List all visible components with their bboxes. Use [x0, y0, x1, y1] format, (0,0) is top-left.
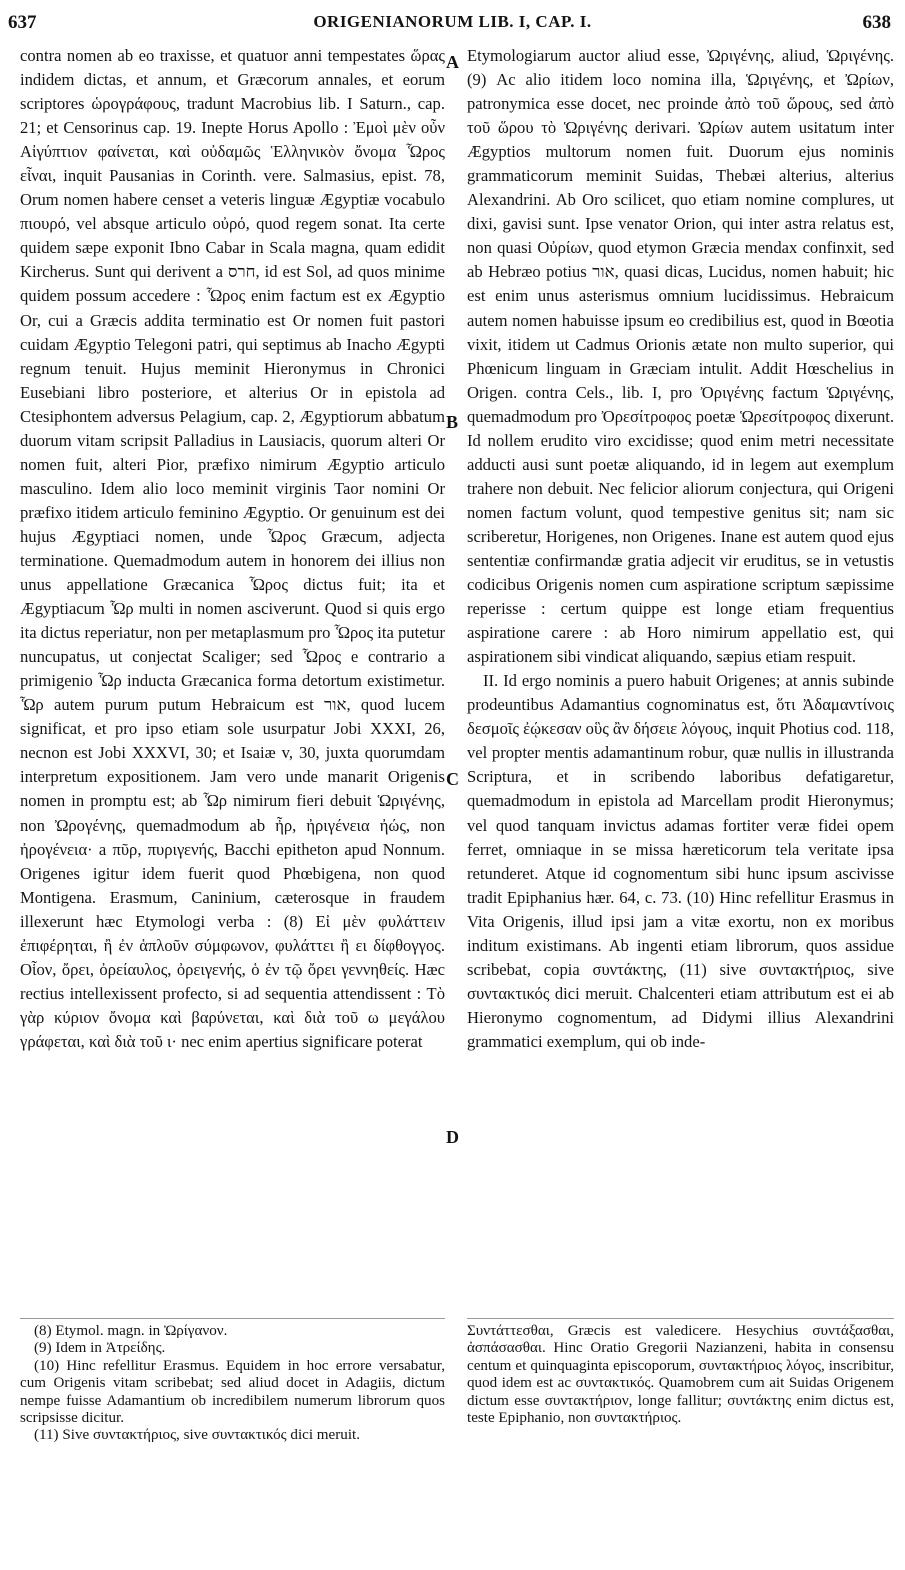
right-column-paragraph-2: II. Id ergo nominis a puero habuit Origenes; at annis subinde prodeuntibus Adamantius cognominatus est, ὅτι Ἀδαμαντίνοις δεσμοῖς ἐῴκεσαν οὓς ἂν δήσειε λόγους, inquit Photius cod. 118, vel propter mentis adamantinum robur, quæ nullis in illustranda Scriptura, et in scribendo laboribus defatigaretur, quemadmodum in epistola ad Marcellam prodit Hieronymus; vel quod tanquam invictus adamas fortiter veræ fidei opem ferret, omniaque in se missa hæreticorum tela veritate ipsa retunderet. Atque id cognomentum sibi hunc ipsum ascivisse tradit Epiphanius hær. 64, c. 73. (10) Hinc refellitur Erasmus in Vita Origenis, illud ipsi jam a vitæ exortu, non ex moribus inditum existimans. Ab ingenti etiam librorum, quos assidue scribebat, copia συντάκτης, (11) sive συντακτήριος, sive συντακτικός dici meruit. Chalcenteri etiam attributum est ei ab Hieronymo cognomentum, ad Didymi illius Alexandrini grammatici exemplum, qui ob inde- [467, 671, 894, 1051]
left-page-number: 637 [8, 12, 37, 33]
footnotes-left [20, 1323, 445, 1445]
right-page-number: 638 [862, 12, 891, 33]
margin-marker-b: B [446, 412, 459, 432]
margin-marker-d: D [446, 1127, 459, 1147]
page-header [0, 6, 905, 36]
left-column [20, 44, 445, 1054]
margin-marker-a: A [446, 52, 459, 72]
left-column-text: contra nomen ab eo traxisse, et quatuor anni tempestates ὥρας indidem dictas, et annum, et Græcorum annales, et eorum scriptores ὡρογράφους, tradunt Macrobius lib. I Saturn., cap. 21; et Censorinus cap. 19. Inepte Horus Apollo : Ἐμοὶ μὲν οὖν Αἰγύπτιον φαίνεται, καὶ οὐδαμῶς Ἑλληνικὸν ὄνομα Ὧρος εἶναι, inquit Pausanias in Corinth. vere. Salmasius, epist. 78, Orum nomen habere censet a veteris linguæ Ægyptiæ vocabulo πιουρό, vel absque articulo οὐρό, quod regem sonat. Ita certe quidem sæpe exponit Ibno Cabar in Scala magna, quam edidit Kircherus. Sunt qui derivent a חרס, id est Sol, ad quos minime quidem possum accedere : Ὧρος enim factum est ex Ægyptio Or, cui a Græcis addita terminatio est Or nomen fuit pastori cuidam Ægyptio Telegoni patri, qui septimus ab Inacho Ægypti regnum tenuit. Hujus meminit Hieronymus in Chronici Eusebiani libro posteriore, et alterius Or in epistola ad Ctesiphontem adversus Pelagium, cap. 2, Ægyptiorum abbatum duorum vitam scripsit Palladius in Lausiacis, quorum alteri Or nomen fuit, alteri Pior, præfixo nimirum Ægyptio articulo masculino. Idem alio loco meminit virginis Taor nomini Or præfixo itidem articulo feminino Ægyptio. Or genuinum est dei hujus Ægyptiaci nomen, unde Ὧρος Græcum, adjecta terminatione. Quemadmodum autem in honorem dei illius non unus appellatione Græcanica Ὧρος dictus fuit; ita et Ægyptiacum Ὧρ multi in nomen asciverunt. Quod si quis ergo ita dictus reperiatur, non per metaplasmum pro Ὧρος ita putetur nuncupatus, ut conjectat Scaliger; sed Ὧρος e contrario a primigenio Ὧρ inducta Græcanica forma detortum existimetur. Ὧρ autem purum putum Hebraicum est אור, quod lucem significat, et pro ipso etiam sole usurpatur Jobi XXXI, 26, necnon est Jobi XXXVI, 30; et Isaiæ v, 30, juxta quorumdam interpretum expositionem. Jam vero unde manarit Origenis nomen in promptu est; ab Ὧρ nimirum fieri debuit Ὡριγένης, non Ὠρογένης, quemadmodum ab ἦρ, ἠριγένεια ἠώς, non ἠρογένεια· a πῦρ, πυριγενής, Bacchi epitheton apud Nonnum. Origenes igitur idem fuerit quod Phœbigena, non quod Montigena. Erasmum, Caninium, cæterosque in fraudem illexerunt hæc Etymologi verba : (8) Εἰ μὲν φυλάττειν ἐπιφέρηται, ἢ ἐν ἁπλοῦν σύμφωνον, φυλάττει ἢ ει δίφθογγος. Οἷον, ὄρει, ὀρείαυλος, ὀρειγενής, ὁ ἐν τῷ ὄρει γεννηθείς. Hæc rectius intellexissent profecto, si ad sequentia attendissent : Τὸ γὰρ κύριον ὄνομα καὶ βαρύνεται, καὶ διὰ τοῦ ω μεγάλου γράφεται, καὶ διὰ τοῦ ι· nec enim apertius significare poterat [20, 46, 445, 1051]
right-column [467, 44, 894, 1054]
right-column-paragraph-1: Etymologiarum auctor aliud esse, Ὠριγένης, aliud, Ὡριγένης. (9) Ac alio itidem loco nomina illa, Ὡριγένης, et Ὠρίων, patronymica esse docet, nec proinde ἀπὸ τοῦ ὥρους, sed ἀπὸ τοῦ ὥρου τὸ Ὡριγένης derivari. Ὠρίων autem usitatum inter Ægyptios multorum nomen fuit. Duorum ejus nominis grammaticorum meminit Suidas, Thebæi alterius, alterius Alexandrini. Ab Oro scilicet, quo etiam nomine complures, ut dixi, gavisi sunt. Ipse venator Orion, qui inter astra relatus est, non quasi Οὐρίων, quod etymon Græcia mendax confinxit, sed ab Hebræo potius אור, quasi dicas, Lucidus, nomen habuit; hic est enim unus asterismus omnium lucidissimus. Hebraicum autem nomen habuisse ipsum eo credibilius est, quod in Bœotia vixit, itidem ut Cadmus Orionis ætate non multo superior, qui Phœnicum linguam in Græciam intulit. Addit Hœschelius in Origen. contra Cels., lib. I, pro Ὀριγένης factum Ὡριγένης, quemadmodum pro Ὀρεσίτροφος poetæ Ὡρεσίτροφος dixerunt. Id nollem erudito viro excidisse; quod enim metri necessitate adducti ausi sunt poetæ aliquando, id in legem aut exemplum trahere non debuit. Nec felicior aliorum conjectura, qui Origeni nomen factum volunt, quod tempestive genitus sit; nam sic scriberetur, Horigenes, non Origenes. Inane est autem quod ejus sententiæ confirmandæ gratia adjecit vir eruditus, se in vetustis codicibus Origenis nomen cum aspiratione scriptum sæpissime reperisse : certum quippe est longe etiam frequentius aspiratione carere : ab Horo nimirum appellatio est, qui aspirationem sibi vindicat aliquando, sæpius etiam respuit. [467, 46, 894, 667]
footnote-divider-left [20, 1318, 445, 1319]
running-title: ORIGENIANORUM LIB. I, CAP. I. [313, 12, 592, 31]
footnote-continuation: Συντάττεσθαι, Græcis est valedicere. Hesychius συντάξασθαι, ἀσπάσασθαι. Hinc Oratio Gregorii Nazianzeni, habita in consensu centum et quinquaginta episcoporum, συντακτήριος λόγος, inscribitur, quod idem est ac συντακτικός. Quamobrem cum ait Suidas Origenem dictum esse συντακτήριον, longe fallitur; συντάκτης enim dictus est, teste Epiphanio, non συντακτήριος. [467, 1323, 894, 1427]
footnote-8: (8) Etymol. magn. in Ὠρίγανον. [34, 1323, 228, 1339]
footnotes-right [467, 1323, 894, 1427]
footnote-11: (11) Sive συντακτήριος, sive συντακτικός dici meruit. [34, 1427, 360, 1444]
margin-marker-c: C [446, 769, 459, 789]
footnote-divider-right [467, 1318, 894, 1319]
footnote-10: (10) Hinc refellitur Erasmus. Equidem in hoc errore versabatur, cum Origenis vitam scribebat; sed aliud docet in Adagiis, dictum nempe fuisse Adamantium ob incredibilem numerum librorum quos scripsisse dicitur. [20, 1357, 445, 1427]
footnote-9: (9) Idem in Ἀτρείδης. [34, 1340, 166, 1357]
